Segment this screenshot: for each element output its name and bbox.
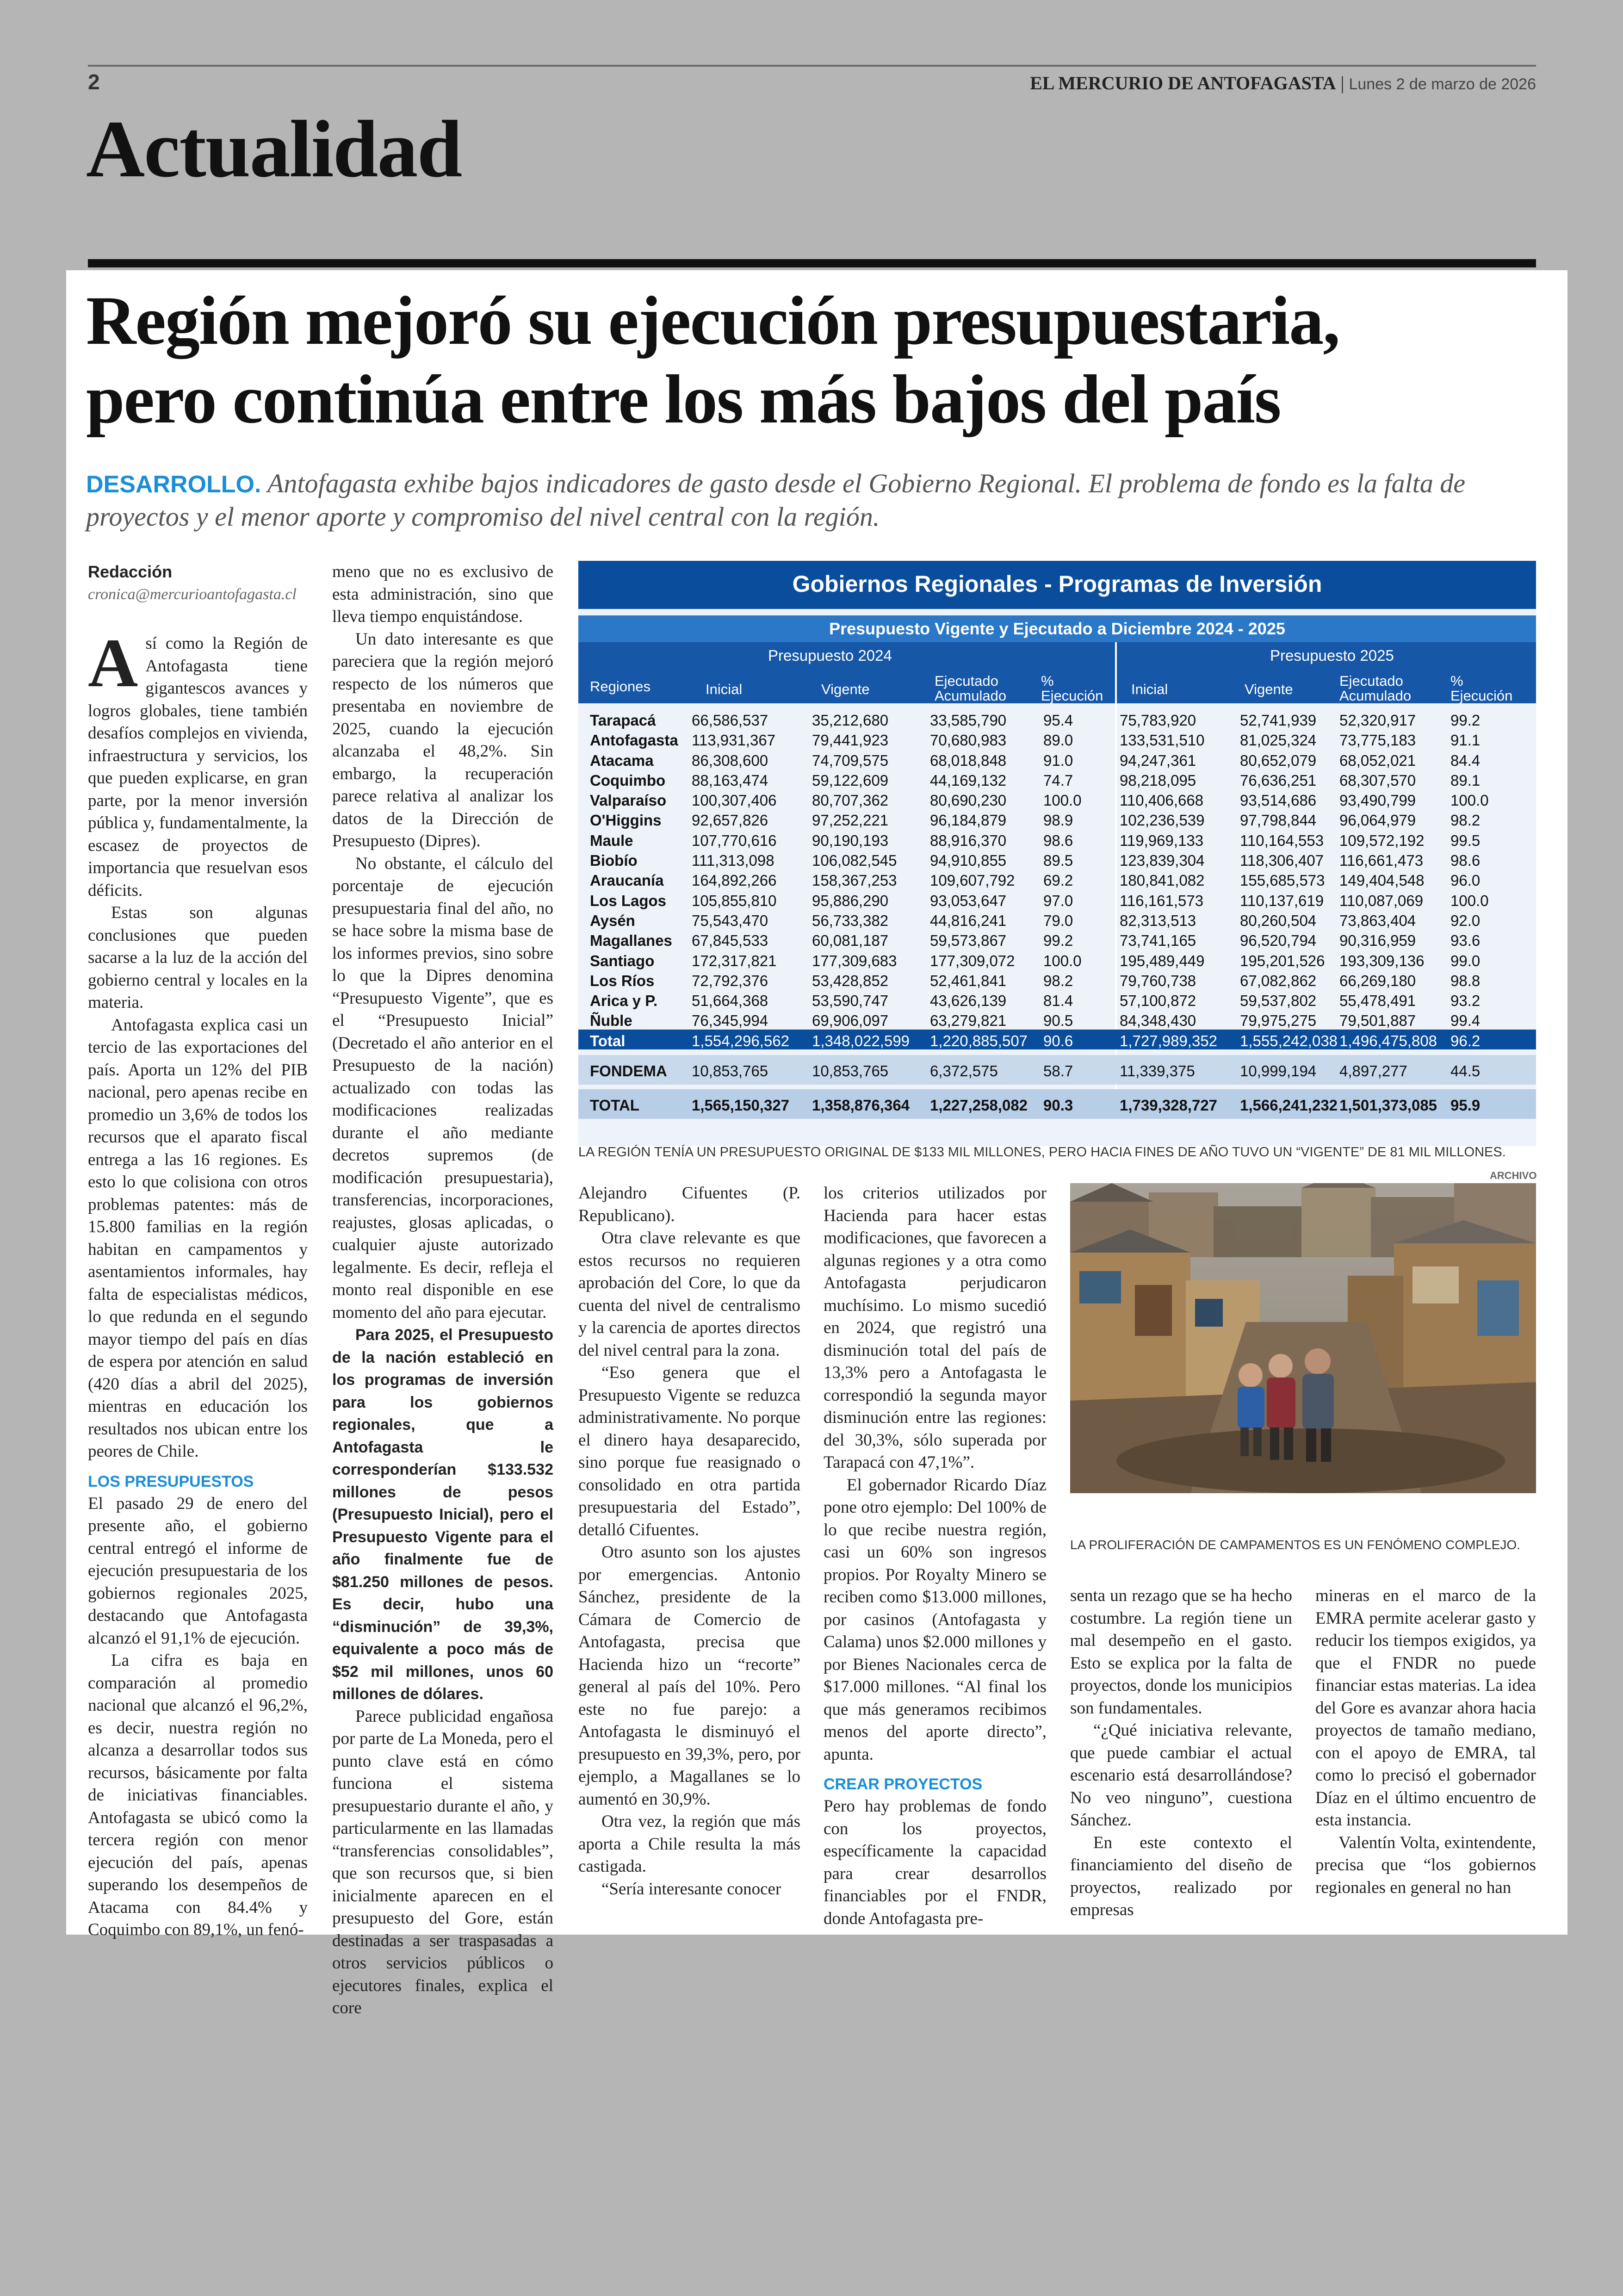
table-cell: 4,897,277 [1339,1062,1407,1080]
table-cell: 86,308,600 [692,751,768,769]
paragraph: El gobernador Ricardo Díaz pone otro ejemplo: Del 100% de lo que recibe nuestra región, casi un 60% son ingresos propios. Por Royalty Minero se reciben como $13.000 millones, por casinos (Antofagasta y Calama) unos $2.000 millones y por Bienes Nacionales cerca de $17.000 millones. “Al final los que más generamos recibimos menos del aporte directo”, apunta. [824,1475,1047,1764]
drop-cap: A [88,625,138,701]
table-row-tot [578,1089,1536,1119]
publication-date: Lunes 2 de marzo de 2026 [1349,75,1536,93]
table-cell: 80,690,230 [930,792,1007,809]
table-row [578,769,1536,789]
paragraph-text: sí como la Región de Antofagasta tiene gigantescos avances y logros globales, tiene también desafíos complejos en vivienda, infraestructura y servicios, los que pueden explicarse, en gran parte, por la menor inversión pública y, fundamentalmente, la escasez de proyectos de importancia que resuelvan esos déficits. [88,634,308,900]
table-cell: 93.6 [1450,932,1481,949]
table-body [578,709,1536,1119]
table-cell: 93.2 [1450,992,1481,1010]
table-cell: 1,566,241,232 [1240,1097,1338,1114]
table-cell: 100.0 [1450,792,1489,809]
table-cell: 195,489,449 [1120,952,1205,969]
column-header: Vigente [821,681,870,697]
publication-separator: | [1340,73,1344,93]
table-cell: 57,100,872 [1120,992,1196,1010]
paragraph: Valentín Volta, exintendente, precisa que “los gobiernos regionales en general no han [1315,1833,1536,1897]
paragraph: Otra clave relevante es que estos recursos no requieren aprobación del Core, lo que da cuenta del nivel de centralismo y la carencia de aportes directos del nivel central para la zona. [578,1229,800,1360]
table-subtitle: Presupuesto Vigente y Ejecutado a Diciembre 2024 - 2025 [578,615,1536,642]
paragraph: mineras en el marco de la EMRA permite acelerar gasto y reducir los tiempos exigidos, ya que el FNDR no puede financiar estas materias. La idea del Gore es avanzar ahora hacia proyectos de tamaño mediano, con el apoyo de EMRA, tal como lo precisó el gobernador Díaz en el último encuentro de esta instancia. [1315,1586,1536,1830]
table-cell: 113,931,367 [692,732,776,749]
table-row [578,869,1536,889]
table-cell: 91.1 [1450,732,1481,749]
table-row [578,829,1536,849]
region-name-cell: Maule [590,832,633,849]
table-cell: 118,306,407 [1240,852,1324,869]
headline-line-1: Región mejoró su ejecución presupuestaria, [86,282,1339,359]
table-cell: 53,590,747 [812,992,889,1010]
table-cell: 99.2 [1043,932,1073,949]
table-cell: 99.4 [1450,1012,1481,1030]
table-cell: 195,201,526 [1240,952,1325,969]
subhead-crear-proyectos: CREAR PROYECTOS [824,1775,983,1793]
table-cell: 11,339,375 [1120,1062,1195,1080]
table-cell: 94,910,855 [930,852,1007,869]
table-cell: 80,652,079 [1240,751,1317,769]
region-name-cell: O'Higgins [590,812,662,829]
header-line: Ejecutado [935,673,998,689]
table-cell: 69,906,097 [812,1012,889,1030]
table-cell: 94,247,361 [1120,751,1196,769]
table-cell: 52,461,841 [930,972,1007,989]
table-row [578,949,1536,969]
region-name-cell: Ñuble [590,1012,632,1030]
paragraph: Parece publicidad engañosa por parte de La Moneda, pero el punto clave está en cómo funciona el sistema presupuestario durante el año, y particularmente en las llamadas “transferencias consolidables”, que son recursos que, si bien inicialmente aparecen en el presupuesto del Gore, están destinadas a ser traspasadas a otros servicios públicos o ejecutores finales, explica el core [332,1706,553,2017]
table-cell: 58.7 [1043,1062,1073,1080]
headline-line-2: pero continúa entre los más bajos del país [86,361,1281,438]
table-cell: 89.0 [1043,732,1073,749]
table-cell: 84.4 [1450,751,1481,769]
table-row [578,909,1536,929]
region-name-cell: Biobío [590,852,638,869]
table-cell: 1,358,876,364 [812,1097,910,1114]
paragraph [88,625,308,902]
table-cell: 35,212,680 [812,712,889,729]
paragraph-bold: Para 2025, el Presupuesto de la nación estableció en los programas de inversión para los gobiernos regionales, que a Antofagasta le corresponderían $133.532 millones de pesos (Presupuesto Inicial), pero el Presupuesto Vigente para el año finalmente fue de $81.250 millones de pesos. Es decir, hubo una “disminución” de 39,3%, equivalente a poco más de $52 mil millones, unos 60 millones de dólares. [332,1326,553,1703]
table-cell: 95.4 [1043,712,1073,729]
region-name-cell: Araucanía [590,872,664,889]
table-row [578,1009,1536,1029]
table-cell: 68,307,570 [1339,771,1416,789]
table-cell: 98.2 [1043,972,1073,989]
table-header [578,642,1536,703]
photo-campamentos [1070,1183,1536,1493]
table-cell: 79,760,738 [1120,972,1196,989]
table-cell: 79,975,275 [1240,1012,1317,1030]
table-row [578,749,1536,769]
deck-text: Antofagasta exhibe bajos indicadores de gasto desde el Gobierno Regional. El problema de fondo es la falta de proyectos y el menor aporte y compromiso del nivel central con la región. [86,468,1466,532]
table-cell: 102,236,539 [1120,812,1205,829]
subhead-presupuestos: LOS PRESUPUESTOS [88,1472,254,1490]
table-cell: 59,537,802 [1240,992,1317,1010]
header-line: Ejecutado [1339,673,1403,689]
table-cell: 76,636,251 [1240,771,1317,789]
table-cell: 110,406,668 [1120,792,1204,809]
table-cell: 60,081,187 [812,932,889,949]
table-cell: 177,309,072 [930,952,1015,969]
table-cell: 1,554,296,562 [692,1032,790,1049]
table-cell: 52,320,917 [1339,712,1416,729]
paragraph: Otro asunto son los ajustes por emergencias. Antonio Sánchez, presidente de la Cámara de Comercio de Antofagasta, precisa que Hacienda hizo un “recorte” general al país del 10%. Pero este no fue parejo: a Antofagasta le disminuyó el presupuesto en 39,3%, pero, por ejemplo, a Magallanes se lo aumentó en 30,9%. [578,1543,800,1809]
table-cell: 164,892,266 [692,872,777,889]
paragraph: No obstante, el cálculo del porcentaje de ejecución presupuestaria final del año, no se hace sobre la misma base de los informes previos, sino sobre lo que la Dipres denomina “Presupuesto Vigente”, que es el “Presupuesto Inicial” (Decretado el año anterior en el Presupuesto de la nación) actualizado con todas las modificaciones realizadas durante el año mediante decretos supremos (de modificación presupuestaria), transferencias, incorporaciones, reajustes, glosas aplicadas, o cualquier ajuste autorizado legalmente. Es decir, refleja el monto real disponible en ese momento del año para ejecutar. [332,854,553,1322]
table-cell: 1,227,258,082 [930,1097,1028,1114]
table-cell: 81.4 [1043,992,1073,1010]
column-header: Inicial [706,681,743,697]
table-cell: 1,555,242,038 [1240,1032,1338,1049]
article-column-6 [1315,1585,1536,1899]
table-cell: 123,839,304 [1120,852,1205,869]
table-cell: 106,082,545 [812,852,897,869]
table-cell: 67,082,862 [1240,972,1317,989]
section-title: Actualidad [86,104,462,194]
table-cell: 73,863,404 [1339,912,1416,929]
table-cell: 72,792,376 [692,972,768,989]
table-cell: 110,137,619 [1240,892,1324,909]
column-header [1450,674,1512,703]
table-cell: 53,428,852 [812,972,889,989]
table-cell: 180,841,082 [1120,872,1205,889]
table-cell: 96,064,979 [1339,812,1416,829]
table-cell: 88,916,370 [930,832,1007,849]
region-name-cell: Aysén [590,912,635,929]
region-name-cell: TOTAL [590,1097,639,1114]
region-name-cell: Los Ríos [590,972,655,989]
table-cell: 93,490,799 [1339,792,1416,809]
paragraph: El pasado 29 de enero del presente año, el gobierno central entregó el informe de ejecución presupuestaria de los gobiernos regionales 2025, destacando que Antofagasta alcanzó el 91,1% de ejecución. [88,1494,308,1648]
table-cell: 99.0 [1450,952,1481,969]
table-row [578,889,1536,909]
article-column-3 [578,1182,800,1900]
table-cell: 90.5 [1043,1012,1073,1030]
table-cell: 107,770,616 [692,832,777,849]
paragraph: Estas son algunas conclusiones que pueden sacarse a la luz de la acción del gobierno central y locales en la materia. [88,903,308,1012]
table-cell: 105,855,810 [692,892,777,909]
table-cell: 193,309,136 [1339,952,1425,969]
table-cell: 63,279,821 [930,1012,1007,1030]
table-cell: 177,309,683 [812,952,897,969]
table-cell: 84,348,430 [1120,1012,1196,1030]
year-2024-label: Presupuesto 2024 [768,647,892,664]
table-row [578,729,1536,749]
region-name-cell: Antofagasta [590,732,678,749]
paragraph: La cifra es baja en comparación al promedio nacional que alcanzó el 96,2%, es decir, nuestra región no alcanza a desarrollar todos sus recursos, básicamente por falta de iniciativas financiables. Antofagasta se ubicó como la tercera región con menor ejecución del país, apenas superando los desempeños de Atacama con 84.4% y Coquimbo con 89,1%, un fenó- [88,1651,308,1939]
table-cell: 97.0 [1043,892,1073,909]
column-header [1041,674,1103,703]
table-cell: 158,367,253 [812,872,897,889]
table-cell: 1,739,328,727 [1120,1097,1218,1114]
table-cell: 90.3 [1043,1097,1073,1114]
table-cell: 98.8 [1450,972,1481,989]
table-cell: 68,018,848 [930,751,1007,769]
table-cell: 109,607,792 [930,872,1015,889]
header-line: % [1450,673,1463,689]
table-cell: 93,514,686 [1240,792,1317,809]
table-cell: 1,727,989,352 [1120,1032,1218,1049]
table-title: Gobiernos Regionales - Programas de Inversión [578,561,1536,609]
table-cell: 44,816,241 [930,912,1007,929]
table-cell: 96.2 [1450,1032,1481,1049]
deck [86,467,1543,533]
column-header: Inicial [1131,681,1168,697]
table-cell: 55,478,491 [1339,992,1416,1010]
table-cell: 70,680,983 [930,732,1007,749]
campamento-photo-illustration [1070,1183,1536,1493]
table-cell: 44,169,132 [930,771,1007,789]
table-cell: 111,313,098 [692,852,774,869]
table-row [578,789,1536,809]
table-cell: 100.0 [1043,952,1082,969]
header-line: % [1041,673,1054,689]
table-cell: 1,501,373,085 [1339,1097,1437,1114]
table-cell: 44.5 [1450,1062,1481,1080]
table-cell: 66,269,180 [1339,972,1416,989]
table-cell: 90.6 [1043,1032,1073,1049]
table-row-fon [578,1055,1536,1085]
table-cell: 98,218,095 [1120,771,1196,789]
region-name-cell: FONDEMA [590,1062,667,1080]
table-row [578,709,1536,729]
table-cell: 79.0 [1043,912,1073,929]
article-column-2 [332,561,553,2020]
table-cell: 98.2 [1450,812,1481,829]
table-cell: 116,661,473 [1339,852,1424,869]
header-line: Acumulado [935,688,1007,704]
paragraph: Antofagasta explica casi un tercio de las exportaciones del país. Aporta un 12% del PIB nacional, pero apenas recibe en promedio un 3,6% de todos los recursos que el aparato fiscal entrega a las 16 regiones. Es esto lo que colisiona con otros problemas patentes: más de 15.800 familias en la región habitan en campamentos y asentamientos informales, hay falta de especialistas médicos, lo que redunda en el segundo mayor tiempo del país en días de espera por atención en salud (420 días a abril del 2025), mientras en educación los resultados nos ubican entre los peores de Chile. [88,1015,308,1461]
table-cell: 96,184,879 [930,812,1007,829]
table-cell: 95,886,290 [812,892,889,909]
table-cell: 68,052,021 [1339,751,1416,769]
paragraph: Alejandro Cifuentes (P. Republicano). [578,1184,800,1225]
paragraph: Otra vez, la región que más aporta a Chile resulta la más castigada. [578,1812,800,1876]
table-cell: 33,585,790 [930,712,1007,729]
table-row-total [578,1030,1536,1049]
table-cell: 92.0 [1450,912,1481,929]
table-cell: 98.6 [1450,852,1481,869]
table-cell: 56,733,382 [812,912,889,929]
table-cell: 73,741,165 [1120,932,1196,949]
table-cell: 80,260,504 [1240,912,1317,929]
table-cell: 79,501,887 [1339,1012,1416,1030]
paragraph: los criterios utilizados por Hacienda para hacer estas modificaciones, que favorecen a algunas regiones y a otra como Antofagasta perjudicaron muchísimo. Lo mismo sucedió en 2024, que registró una disminución total del país de 13,3% pero a Antofagasta le correspondió la segunda mayor disminución entre las regiones: del 30,3%, sólo superada por Tarapacá con 47,1%”. [824,1184,1047,1472]
table-cell: 97,252,221 [812,812,889,829]
byline: Redacción [88,562,173,581]
photo-credit: ARCHIVO [1490,1170,1537,1181]
paragraph: “Eso genera que el Presupuesto Vigente se reduzca administrativamente. No porque el dinero haya desaparecido, sino porque fue reasignado o consolidado en otra partida presupuestaria del Estado”, detalló Cifuentes. [578,1363,800,1539]
table-cell: 155,685,573 [1240,872,1325,889]
table-cell: 110,087,069 [1339,892,1424,909]
table-cell: 73,775,183 [1339,732,1416,749]
header-rule [88,65,1536,67]
table-cell: 51,664,368 [692,992,768,1010]
table-cell: 100.0 [1043,792,1082,809]
table-cell: 75,783,920 [1120,712,1196,729]
table-cell: 88,163,474 [692,771,768,789]
publication-info [1030,72,1536,94]
table-cell: 97,798,844 [1240,812,1317,829]
table-cell: 1,496,475,808 [1339,1032,1437,1049]
table-cell: 96,520,794 [1240,932,1317,949]
table-cell: 43,626,139 [930,992,1007,1010]
paragraph: “Sería interesante conocer [601,1879,781,1899]
paragraph: “¿Qué iniciativa relevante, que puede cambiar el actual escenario está desarrollándose? No veo ninguno”, cuestiona Sánchez. [1070,1721,1292,1830]
kicker: DESARROLLO. [86,471,261,498]
table-cell: 116,161,573 [1120,892,1204,909]
table-cell: 1,565,150,327 [692,1097,790,1114]
table-cell: 75,543,470 [692,912,768,929]
photo-caption: LA PROLIFERACIÓN DE CAMPAMENTOS ES UN FENÓMENO COMPLEJO. [1070,1538,1520,1552]
table-cell: 59,573,867 [930,932,1007,949]
table-cell: 89.1 [1450,771,1481,789]
column-header [1339,674,1411,703]
table-cell: 100.0 [1450,892,1489,909]
table-cell: 119,969,133 [1120,832,1204,849]
table-cell: 89.5 [1043,852,1073,869]
column-header [935,674,1006,703]
page-number: 2 [88,70,100,94]
article-column-5 [1070,1585,1292,1922]
table-cell: 79,441,923 [812,732,889,749]
table-cell: 90,190,193 [812,832,889,849]
region-name-cell: Santiago [590,952,655,969]
investment-table [578,561,1536,1146]
region-name-cell: Atacama [590,751,654,769]
table-cell: 99.2 [1450,712,1481,729]
table-cell: 100,307,406 [692,792,777,809]
table-cell: 74.7 [1043,771,1073,789]
table-row [578,969,1536,989]
region-name-cell: Tarapacá [590,712,656,729]
region-name-cell: Total [590,1032,626,1049]
table-cell: 98.6 [1043,832,1073,849]
table-cell: 95.9 [1450,1097,1481,1114]
table-row [578,989,1536,1009]
region-name-cell: Los Lagos [590,892,667,909]
table-cell: 66,586,537 [692,712,768,729]
table-cell: 74,709,575 [812,751,889,769]
table-cell: 6,372,575 [930,1062,998,1080]
table-cell: 1,220,885,507 [930,1032,1028,1049]
author-email[interactable]: cronica@mercurioantofagasta.cl [88,585,297,603]
year-2025-label: Presupuesto 2025 [1270,647,1394,664]
table-cell: 10,853,765 [812,1062,889,1080]
table-cell: 96.0 [1450,872,1481,889]
table-cell: 69.2 [1043,872,1073,889]
table-row [578,849,1536,869]
column-header: Regiones [590,678,650,695]
region-name-cell: Magallanes [590,932,672,949]
table-cell: 10,999,194 [1240,1062,1317,1080]
publication-name: EL MERCURIO DE ANTOFAGASTA [1030,73,1336,93]
table-cell: 52,741,939 [1240,712,1317,729]
table-cell: 76,345,994 [692,1012,768,1030]
table-cell: 67,845,533 [692,932,768,949]
table-cell: 93,053,647 [930,892,1007,909]
table-cell: 99.5 [1450,832,1481,849]
paragraph: meno que no es exclusivo de esta administración, sino que lleva tiempo enquistándose. [332,562,553,626]
header-line: Ejecución [1041,688,1103,704]
table-cell: 133,531,510 [1120,732,1205,749]
table-cell: 81,025,324 [1240,732,1317,749]
table-cell: 109,572,192 [1339,832,1425,849]
table-cell: 92,657,826 [692,812,768,829]
table-cell: 10,853,765 [692,1062,768,1080]
table-cell: 98.9 [1043,812,1073,829]
section-bar [88,259,1536,267]
table-cell: 80,707,362 [812,792,889,809]
table-cell: 90,316,959 [1339,932,1416,949]
paragraph: En este contexto el financiamiento del diseño de proyectos, realizado por empresas [1070,1833,1292,1919]
header-line: Acumulado [1339,688,1412,704]
table-cell: 172,317,821 [692,952,777,969]
region-name-cell: Coquimbo [590,771,666,789]
table-cell: 1,348,022,599 [812,1032,910,1049]
article-column-1 [88,561,308,1942]
headline [86,281,1548,439]
paragraph: Un dato interesante es que pareciera que la región mejoró respecto de los números que presentaba en noviembre de 2025, cuando la ejecución alcanzaba el 48,2%. Sin embargo, la recuperación parece relativa al analizar los datos de la Dirección de Presupuesto (Dipres). [332,629,553,850]
column-header: Vigente [1245,681,1293,697]
table-row [578,929,1536,949]
table-cell: 91.0 [1043,751,1073,769]
table-cell: 82,313,513 [1120,912,1196,929]
header-line: Ejecución [1450,688,1513,704]
table-caption: LA REGIÓN TENÍA UN PRESUPUESTO ORIGINAL DE $133 MIL MILLONES, PERO HACIA FINES DE AÑO TUVO UN “VIGENTE” DE 81 MIL MILLONES. [578,1145,1506,1160]
region-name-cell: Arica y P. [590,992,658,1010]
paragraph: Pero hay problemas de fondo con los proyectos, específicamente la capacidad para crear desarrollos financiables por el FNDR, donde Antofagasta pre- [824,1797,1047,1928]
region-name-cell: Valparaíso [590,792,667,809]
table-row [578,809,1536,829]
paragraph: senta un rezago que se ha hecho costumbre. La región tiene un mal desempeño en el gasto. Esto se explica por la falta de proyectos, donde los municipios son fundamentales. [1070,1586,1292,1718]
article-column-4 [824,1182,1047,1930]
table-cell: 59,122,609 [812,771,889,789]
table-cell: 110,164,553 [1240,832,1324,849]
table-cell: 149,404,548 [1339,872,1425,889]
